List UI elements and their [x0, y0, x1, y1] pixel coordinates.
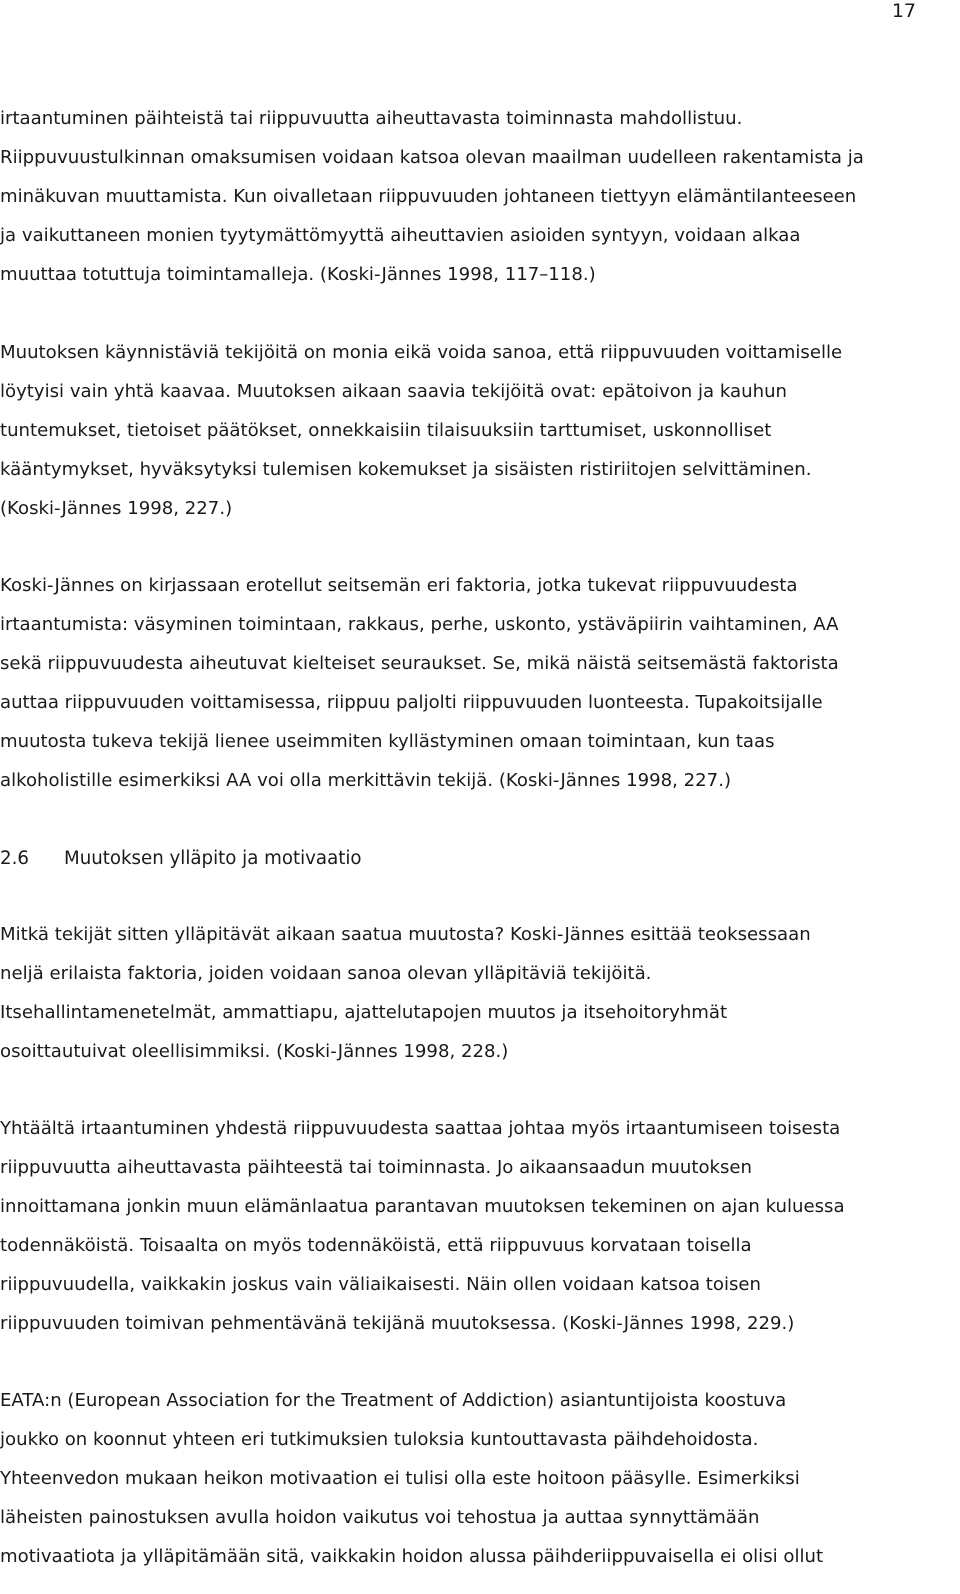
paragraph-3 — [0, 566, 955, 800]
text-line: läheisten painostuksen avulla hoidon vaikutus voi tehostua ja auttaa synnyttämään — [0, 1507, 760, 1528]
section-title: Muutoksen ylläpito ja motivaatio — [64, 848, 362, 869]
text-line: riippuvuudella, vaikkakin joskus vain väliaikaisesti. Näin ollen voidaan katsoa toisen — [0, 1274, 762, 1295]
paragraph-4 — [0, 915, 955, 1071]
text-line: minäkuvan muuttamista. Kun oivalletaan riippuvuuden johtaneen tiettyyn elämäntilanteeseen — [0, 186, 857, 207]
text-line: kääntymykset, hyväksytyksi tulemisen kokemukset ja sisäisten ristiriitojen selvittäminen. — [0, 459, 812, 480]
text-line: löytyisi vain yhtä kaavaa. Muutoksen aikaan saavia tekijöitä ovat: epätoivon ja kauhun — [0, 381, 787, 402]
text-line: Riippuvuustulkinnan omaksumisen voidaan katsoa olevan maailman uudelleen rakentamista ja — [0, 147, 864, 168]
text-line: muutosta tukeva tekijä lienee useimmiten kyllästyminen omaan toimintaan, kun taas — [0, 731, 775, 752]
page-number: 17 — [891, 0, 916, 22]
text-line: Itsehallintamenetelmät, ammattiapu, ajattelutapojen muutos ja itsehoitoryhmät — [0, 1002, 728, 1023]
text-line: motivaatiota ja ylläpitämään sitä, vaikkakin hoidon alussa päihderiippuvaisella ei olisi ollut — [0, 1546, 824, 1567]
text-line: EATA:n (European Association for the Treatment of Addiction) asiantuntijoista koostuva — [0, 1390, 787, 1411]
text-line: riippuvuutta aiheuttavasta päihteestä tai toiminnasta. Jo aikaansaadun muutoksen — [0, 1157, 753, 1178]
paragraph-6 — [0, 1381, 955, 1576]
text-line: tuntemukset, tietoiset päätökset, onnekkaisiin tilaisuuksiin tarttumiset, uskonnolliset — [0, 420, 772, 441]
section-heading — [0, 839, 362, 878]
paragraph-2 — [0, 333, 955, 528]
text-line: Koski-Jännes on kirjassaan erotellut seitsemän eri faktoria, jotka tukevat riippuvuudesta — [0, 575, 798, 596]
text-line: Muutoksen käynnistäviä tekijöitä on monia eikä voida sanoa, että riippuvuuden voittamiselle — [0, 342, 843, 363]
text-line: irtaantuminen päihteistä tai riippuvuutta aiheuttavasta toiminnasta mahdollistuu. — [0, 108, 743, 129]
text-line: muuttaa totuttuja toimintamalleja. (Koski-Jännes 1998, 117–118.) — [0, 264, 596, 285]
section-number: 2.6 — [0, 848, 29, 869]
text-line: riippuvuuden toimivan pehmentävänä tekijänä muutoksessa. (Koski-Jännes 1998, 229.) — [0, 1313, 795, 1334]
text-line: innoittamana jonkin muun elämänlaatua parantavan muutoksen tekeminen on ajan kuluessa — [0, 1196, 845, 1217]
paragraph-5 — [0, 1109, 955, 1343]
text-line: auttaa riippuvuuden voittamisessa, riippuu paljolti riippuvuuden luonteesta. Tupakoitsijalle — [0, 692, 823, 713]
text-line: Yhteenvedon mukaan heikon motivaation ei tulisi olla este hoitoon pääsylle. Esimerkiksi — [0, 1468, 800, 1489]
text-line: neljä erilaista faktoria, joiden voidaan sanoa olevan ylläpitäviä tekijöitä. — [0, 963, 652, 984]
text-line: Mitkä tekijät sitten ylläpitävät aikaan saatua muutosta? Koski-Jännes esittää teoksessaan — [0, 924, 811, 945]
text-line: osoittautuivat oleellisimmiksi. (Koski-Jännes 1998, 228.) — [0, 1041, 509, 1062]
text-line: joukko on koonnut yhteen eri tutkimuksien tuloksia kuntouttavasta päihdehoidosta. — [0, 1429, 759, 1450]
paragraph-1 — [0, 99, 955, 294]
text-line: Yhtäältä irtaantuminen yhdestä riippuvuudesta saattaa johtaa myös irtaantumiseen toisesta — [0, 1118, 841, 1139]
text-line: sekä riippuvuudesta aiheutuvat kielteiset seuraukset. Se, mikä näistä seitsemästä faktorista — [0, 653, 839, 674]
text-line: irtaantumista: väsyminen toimintaan, rakkaus, perhe, uskonto, ystäväpiirin vaihtaminen, AA — [0, 614, 839, 635]
text-line: alkoholistille esimerkiksi AA voi olla merkittävin tekijä. (Koski-Jännes 1998, 227.) — [0, 770, 732, 791]
text-line: todennäköistä. Toisaalta on myös todennäköistä, että riippuvuus korvataan toisella — [0, 1235, 752, 1256]
text-line: ja vaikuttaneen monien tyytymättömyyttä aiheuttavien asioiden syntyyn, voidaan alkaa — [0, 225, 801, 246]
text-line: (Koski-Jännes 1998, 227.) — [0, 498, 233, 519]
